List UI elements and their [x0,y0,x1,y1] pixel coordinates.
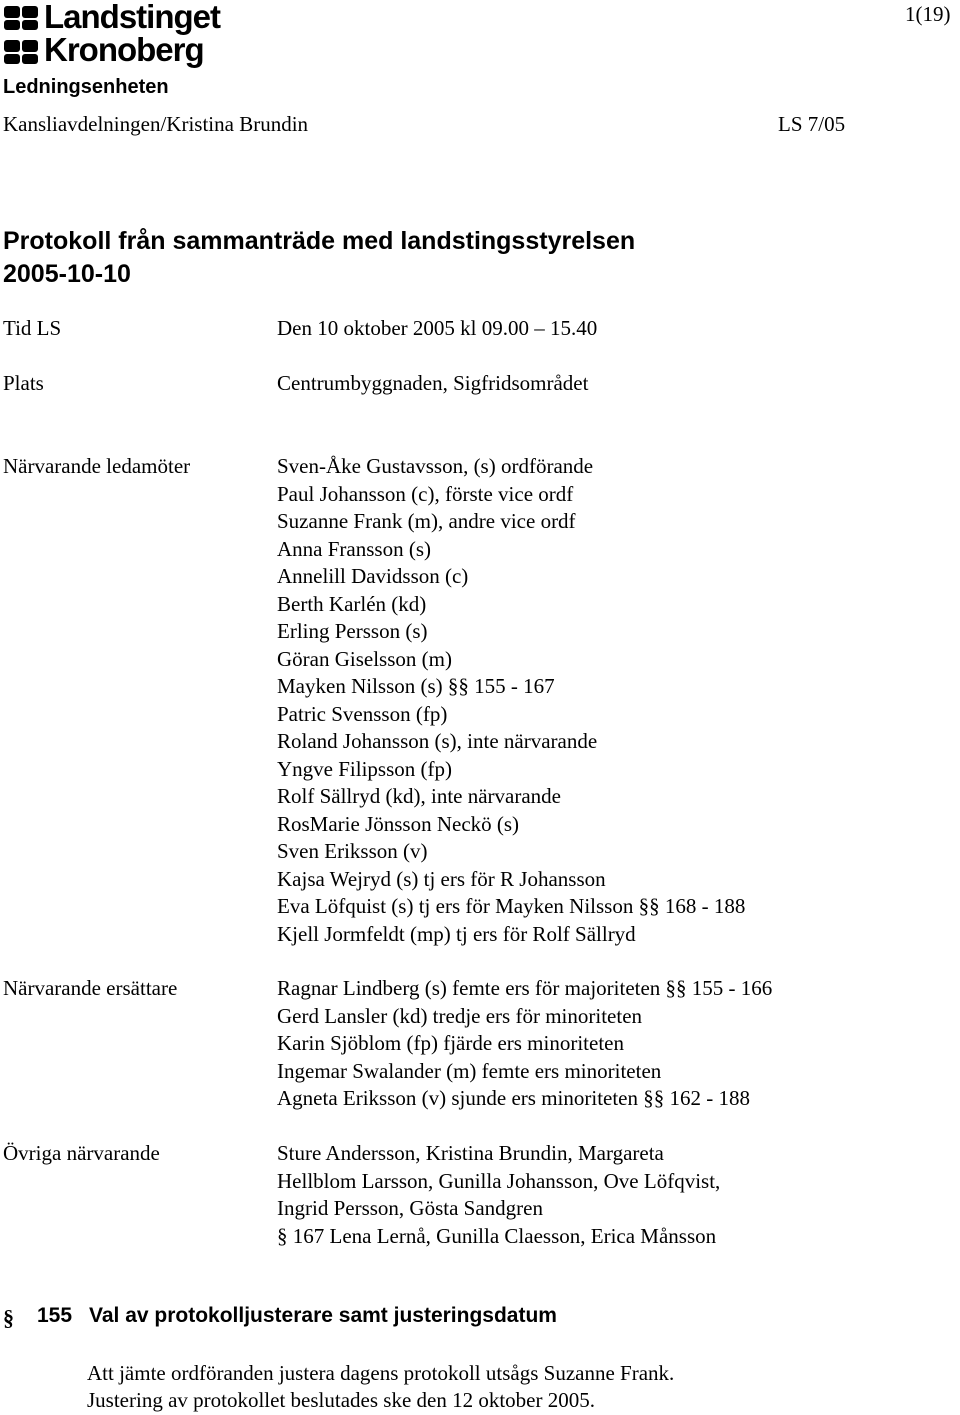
list-item: Anna Fransson (s) [277,536,431,561]
list-item: Yngve Filipsson (fp) [277,756,452,781]
section-paragraph: Justering av protokollet beslutades ske den 12 oktober 2005. [87,1388,595,1412]
time-label: Tid LS [3,316,62,340]
page-number: 1(19) [905,2,951,26]
list-item: Göran Giselsson (m) [277,646,452,671]
list-item: Sven Eriksson (v) [277,839,428,863]
logo-text-line2: Kronoberg [44,31,204,68]
list-item: Ingrid Persson, Gösta Sandgren [277,1196,543,1220]
list-item: Paul Johansson (c), förste vice ordf [277,481,574,506]
list-item: Ingemar Swalander (m) femte ers minoriteten [277,1058,662,1083]
section-title: Val av protokolljusterare samt justeringsdatum [89,1304,557,1327]
list-item: Roland Johansson (s), inte närvarande [277,729,598,753]
substitutes-list [277,975,772,1113]
time-value: Den 10 oktober 2005 kl 09.00 – 15.40 [277,316,598,340]
list-item: Ragnar Lindberg (s) femte ers för majoriteten §§ 155 - 166 [277,976,773,1000]
list-item: Sven-Åke Gustavsson, (s) ordförande [277,454,594,478]
department-author: Kansliavdelningen/Kristina Brundin [3,112,309,136]
title-line-1: Protokoll från sammanträde med landstingsstyrelsen [3,227,636,255]
list-item: Eva Löfquist (s) tj ers för Mayken Nilsson §§ 168 - 188 [277,894,746,918]
members-list [277,453,745,948]
section-paragraph: Att jämte ordföranden justera dagens protokoll utsågs Suzanne Frank. [87,1361,675,1385]
list-item: Patric Svensson (fp) [277,701,448,726]
list-item: Sture Andersson, Kristina Brundin, Margareta [277,1141,664,1165]
section-number: 155 [37,1304,73,1327]
document-reference: LS 7/05 [778,112,846,136]
list-item: Mayken Nilsson (s) §§ 155 - 167 [277,674,555,698]
logo-text-line1: Landstinget [44,0,220,35]
list-item: Berth Karlén (kd) [277,591,427,616]
others-label: Övriga närvarande [3,1141,160,1165]
substitutes-label: Närvarande ersättare [3,976,178,1000]
title-line-2: 2005-10-10 [3,260,131,288]
list-item: Gerd Lansler (kd) tredje ers för minoriteten [277,1003,643,1028]
landstinget-kronoberg-logo [2,0,274,72]
list-item: Kajsa Wejryd (s) tj ers för R Johansson [277,866,606,891]
place-value: Centrumbyggnaden, Sigfridsområdet [277,371,589,395]
members-label: Närvarande ledamöter [3,454,191,478]
section-symbol: § [3,1305,14,1330]
unit-title: Ledningsenheten [3,76,169,98]
list-item: Hellblom Larsson, Gunilla Johansson, Ove Löfqvist, [277,1168,721,1193]
list-item: Erling Persson (s) [277,619,428,643]
list-item: Karin Sjöblom (fp) fjärde ers minoriteten [277,1031,624,1055]
others-list [277,1140,720,1250]
place-label: Plats [3,371,44,395]
list-item: Agneta Eriksson (v) sjunde ers minoriteten §§ 162 - 188 [277,1086,750,1110]
list-item: Annelill Davidsson (c) [277,564,469,588]
list-item: Suzanne Frank (m), andre vice ordf [277,509,576,533]
document-title [3,225,635,291]
list-item: § 167 Lena Lernå, Gunilla Claesson, Erica Månsson [277,1223,717,1248]
list-item: Rolf Sällryd (kd), inte närvarande [277,784,561,808]
list-item: RosMarie Jönsson Neckö (s) [277,811,520,836]
list-item: Kjell Jormfeldt (mp) tj ers för Rolf Sällryd [277,921,636,946]
